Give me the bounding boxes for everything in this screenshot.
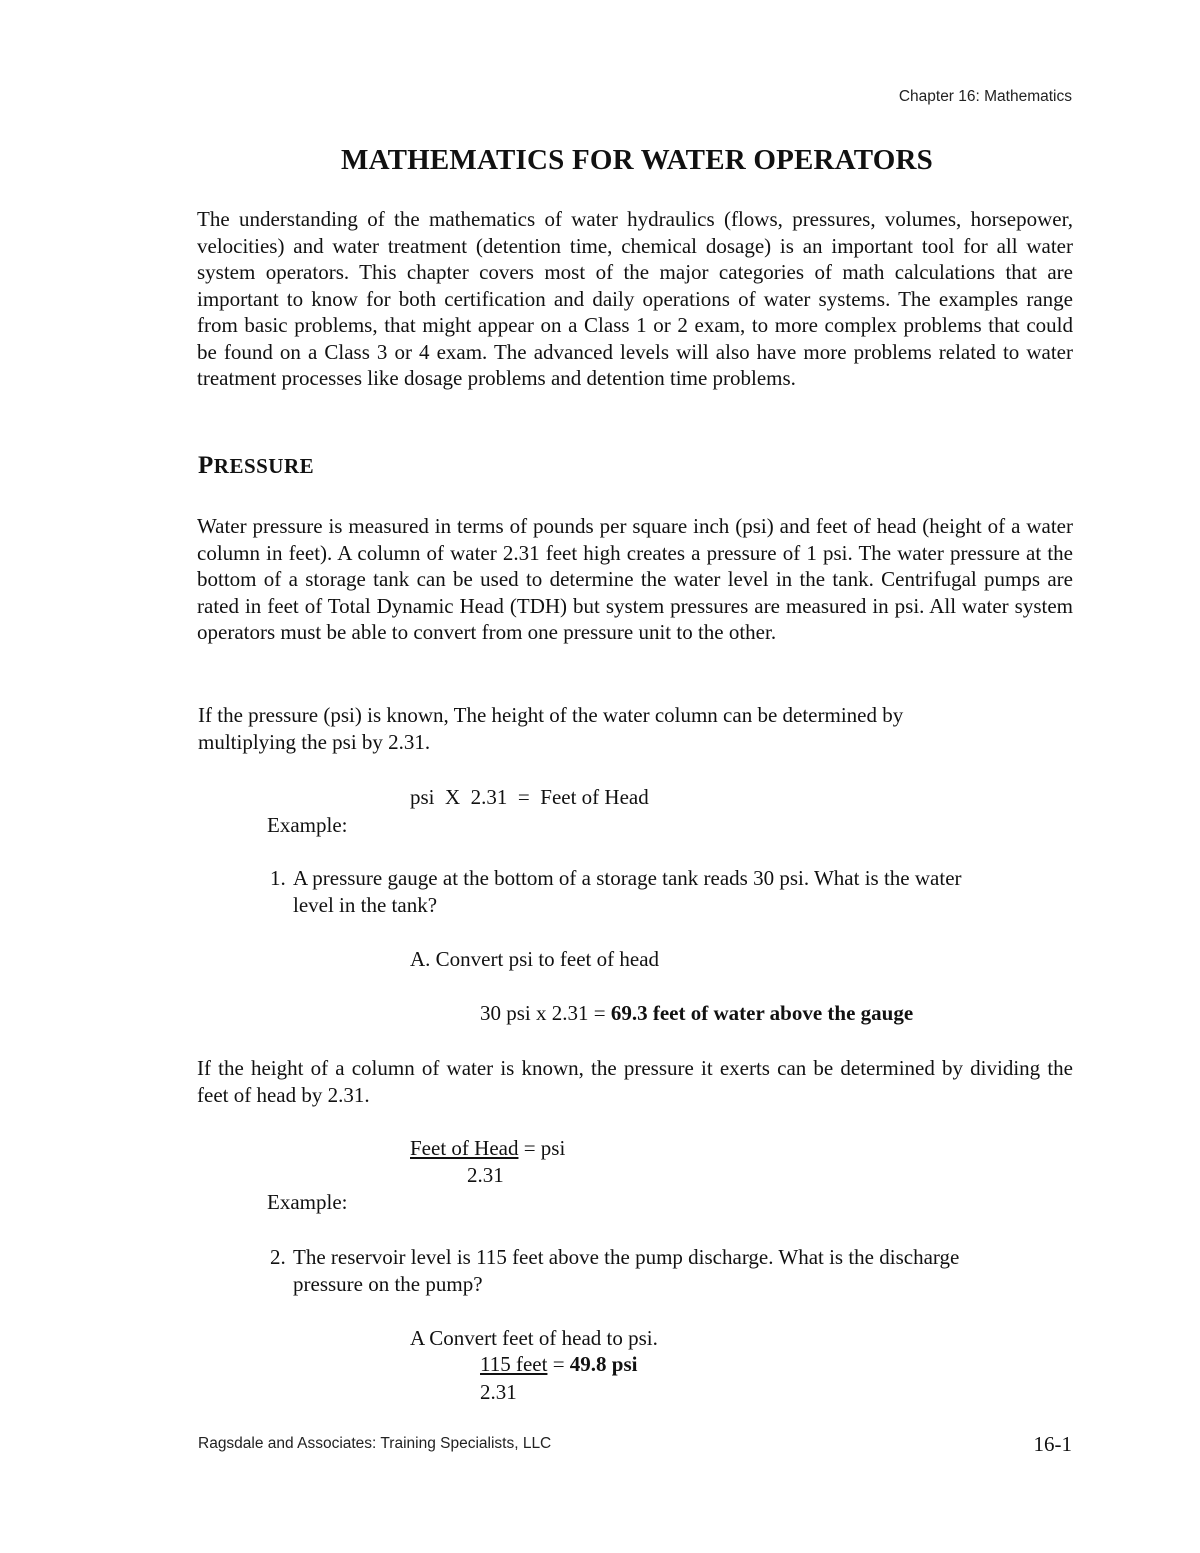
example-2-denominator: 2.31 bbox=[480, 1380, 517, 1404]
formula-2-denominator: 2.31 bbox=[467, 1163, 504, 1187]
example-2-line-2: pressure on the pump? bbox=[293, 1272, 483, 1296]
example-label-2: Example: bbox=[267, 1190, 348, 1214]
example-2-number: 2. bbox=[270, 1245, 286, 1269]
example-1-line-2: level in the tank? bbox=[293, 893, 438, 917]
example-2-calculation bbox=[480, 1351, 637, 1377]
example-2-answer: 49.8 psi bbox=[569, 1352, 638, 1376]
example-label-1: Example: bbox=[267, 813, 348, 837]
psi-known-line-1: If the pressure (psi) is known, The height of the water column can be determined by bbox=[198, 703, 904, 727]
footer-company: Ragsdale and Associates: Training Specialists, LLC bbox=[198, 1435, 552, 1452]
psi-known-line-2: multiplying the psi by 2.31. bbox=[198, 730, 431, 754]
section-heading-rest: RESSURE bbox=[213, 454, 315, 478]
example-1-calculation bbox=[480, 1000, 913, 1026]
example-1-line-1: A pressure gauge at the bottom of a storage tank reads 30 psi. What is the water bbox=[293, 866, 962, 890]
example-2-line-1: The reservoir level is 115 feet above the pump discharge. What is the discharge bbox=[293, 1245, 960, 1269]
page-title: MATHEMATICS FOR WATER OPERATORS bbox=[341, 144, 933, 176]
height-known-paragraph: If the height of a column of water is known, the pressure it exerts can be determined by dividing the feet of head by 2.31. bbox=[197, 1056, 1073, 1107]
formula-2-rest: = psi bbox=[518, 1136, 566, 1160]
example-1-number: 1. bbox=[270, 866, 286, 890]
example-1-answer: 69.3 feet of water above the gauge bbox=[610, 1001, 914, 1025]
formula-2-numerator: Feet of Head bbox=[410, 1136, 519, 1160]
formula-feet-to-psi bbox=[410, 1135, 565, 1161]
example-2-numerator: 115 feet bbox=[480, 1352, 548, 1376]
page-number: 16-1 bbox=[1033, 1432, 1072, 1456]
section-heading-initial: P bbox=[198, 452, 214, 479]
example-1-step: A. Convert psi to feet of head bbox=[410, 947, 660, 971]
intro-paragraph: The understanding of the mathematics of water hydraulics (flows, pressures, volumes, horsepower, velocities) and water treatment (detention time, chemical dosage) is an important tool for all water system operators. This chapter covers most of the major categories of math calculations that are important to know for both certification and daily operations of water systems. The examples range from basic problems, that might appear on a Class 1 or 2 exam, to more complex problems that could be found on a Class 3 or 4 exam. The advanced levels will also have more problems related to water treatment processes like dosage problems and detention time problems. bbox=[197, 207, 1073, 390]
pressure-paragraph: Water pressure is measured in terms of pounds per square inch (psi) and feet of head (height of a water column in feet). A column of water 2.31 feet high creates a pressure of 1 psi. The water pressure at the bottom of a storage tank can be used to determine the water level in the tank. Centrifugal pumps are rated in feet of Total Dynamic Head (TDH) but system pressures are measured in psi. All water system operators must be able to convert from one pressure unit to the other. bbox=[197, 514, 1073, 644]
example-1-calc-plain: 30 psi x 2.31 = bbox=[480, 1001, 611, 1025]
running-head: Chapter 16: Mathematics bbox=[898, 88, 1072, 105]
example-2-equals: = bbox=[547, 1352, 570, 1376]
formula-psi-to-feet: psi X 2.31 = Feet of Head bbox=[410, 785, 649, 809]
section-heading-pressure bbox=[198, 452, 314, 480]
example-2-step: A Convert feet of head to psi. bbox=[410, 1326, 658, 1350]
